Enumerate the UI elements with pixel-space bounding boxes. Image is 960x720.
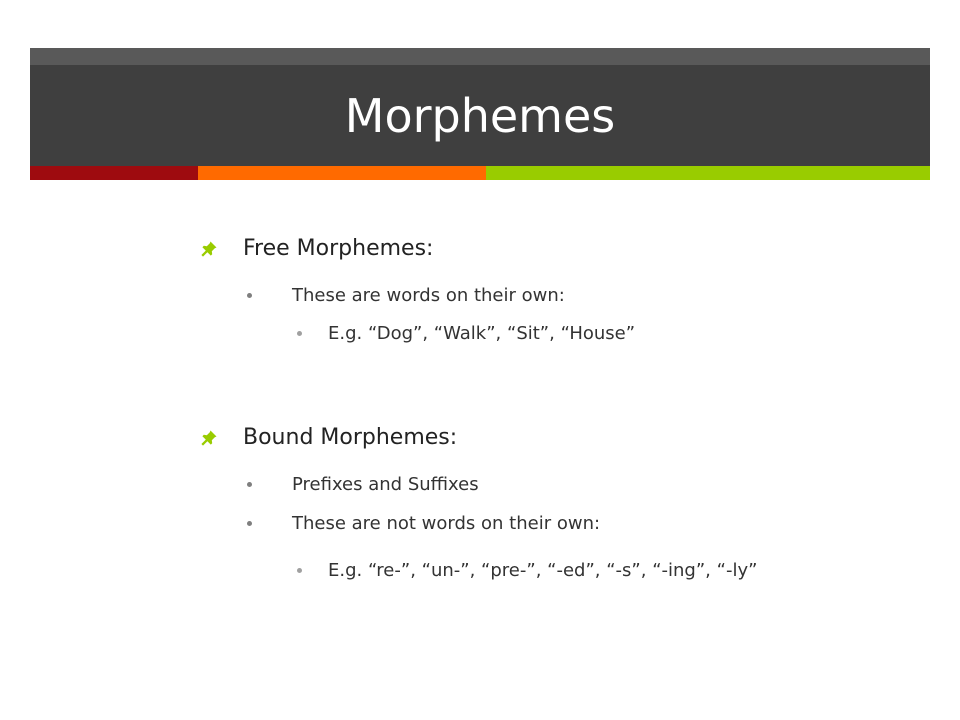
bullet-dot-icon [297, 331, 302, 336]
list-item [247, 474, 479, 495]
accent-red-segment [30, 166, 198, 180]
list-item [247, 513, 600, 534]
example-item [297, 323, 635, 344]
example-item-text: E.g. “Dog”, “Walk”, “Sit”, “House” [328, 323, 636, 344]
section-heading-bound-morphemes [200, 425, 457, 450]
example-item [297, 560, 757, 581]
accent-green-segment [486, 166, 930, 180]
bullet-dot-icon [247, 293, 252, 298]
pushpin-icon [200, 429, 218, 447]
title-bar [30, 48, 930, 166]
accent-orange-segment [198, 166, 486, 180]
title-bar-top-band [30, 48, 930, 65]
bullet-dot-icon [247, 521, 252, 526]
list-item-text: Prefixes and Suffixes [292, 474, 479, 495]
list-item-text: These are not words on their own: [292, 513, 601, 534]
pushpin-icon [200, 240, 218, 258]
example-item-text: E.g. “re-”, “un-”, “pre-”, “-ed”, “-s”, “-ing”, “-ly” [328, 560, 758, 581]
slide-title: Morphemes [344, 88, 616, 143]
list-item-text: These are words on their own: [292, 285, 565, 306]
bullet-dot-icon [247, 482, 252, 487]
bullet-dot-icon [297, 568, 302, 573]
list-item [247, 285, 565, 306]
accent-bar [30, 166, 930, 180]
section-heading-text: Free Morphemes: [243, 236, 434, 261]
section-heading-text: Bound Morphemes: [243, 425, 458, 450]
section-heading-free-morphemes [200, 236, 433, 261]
